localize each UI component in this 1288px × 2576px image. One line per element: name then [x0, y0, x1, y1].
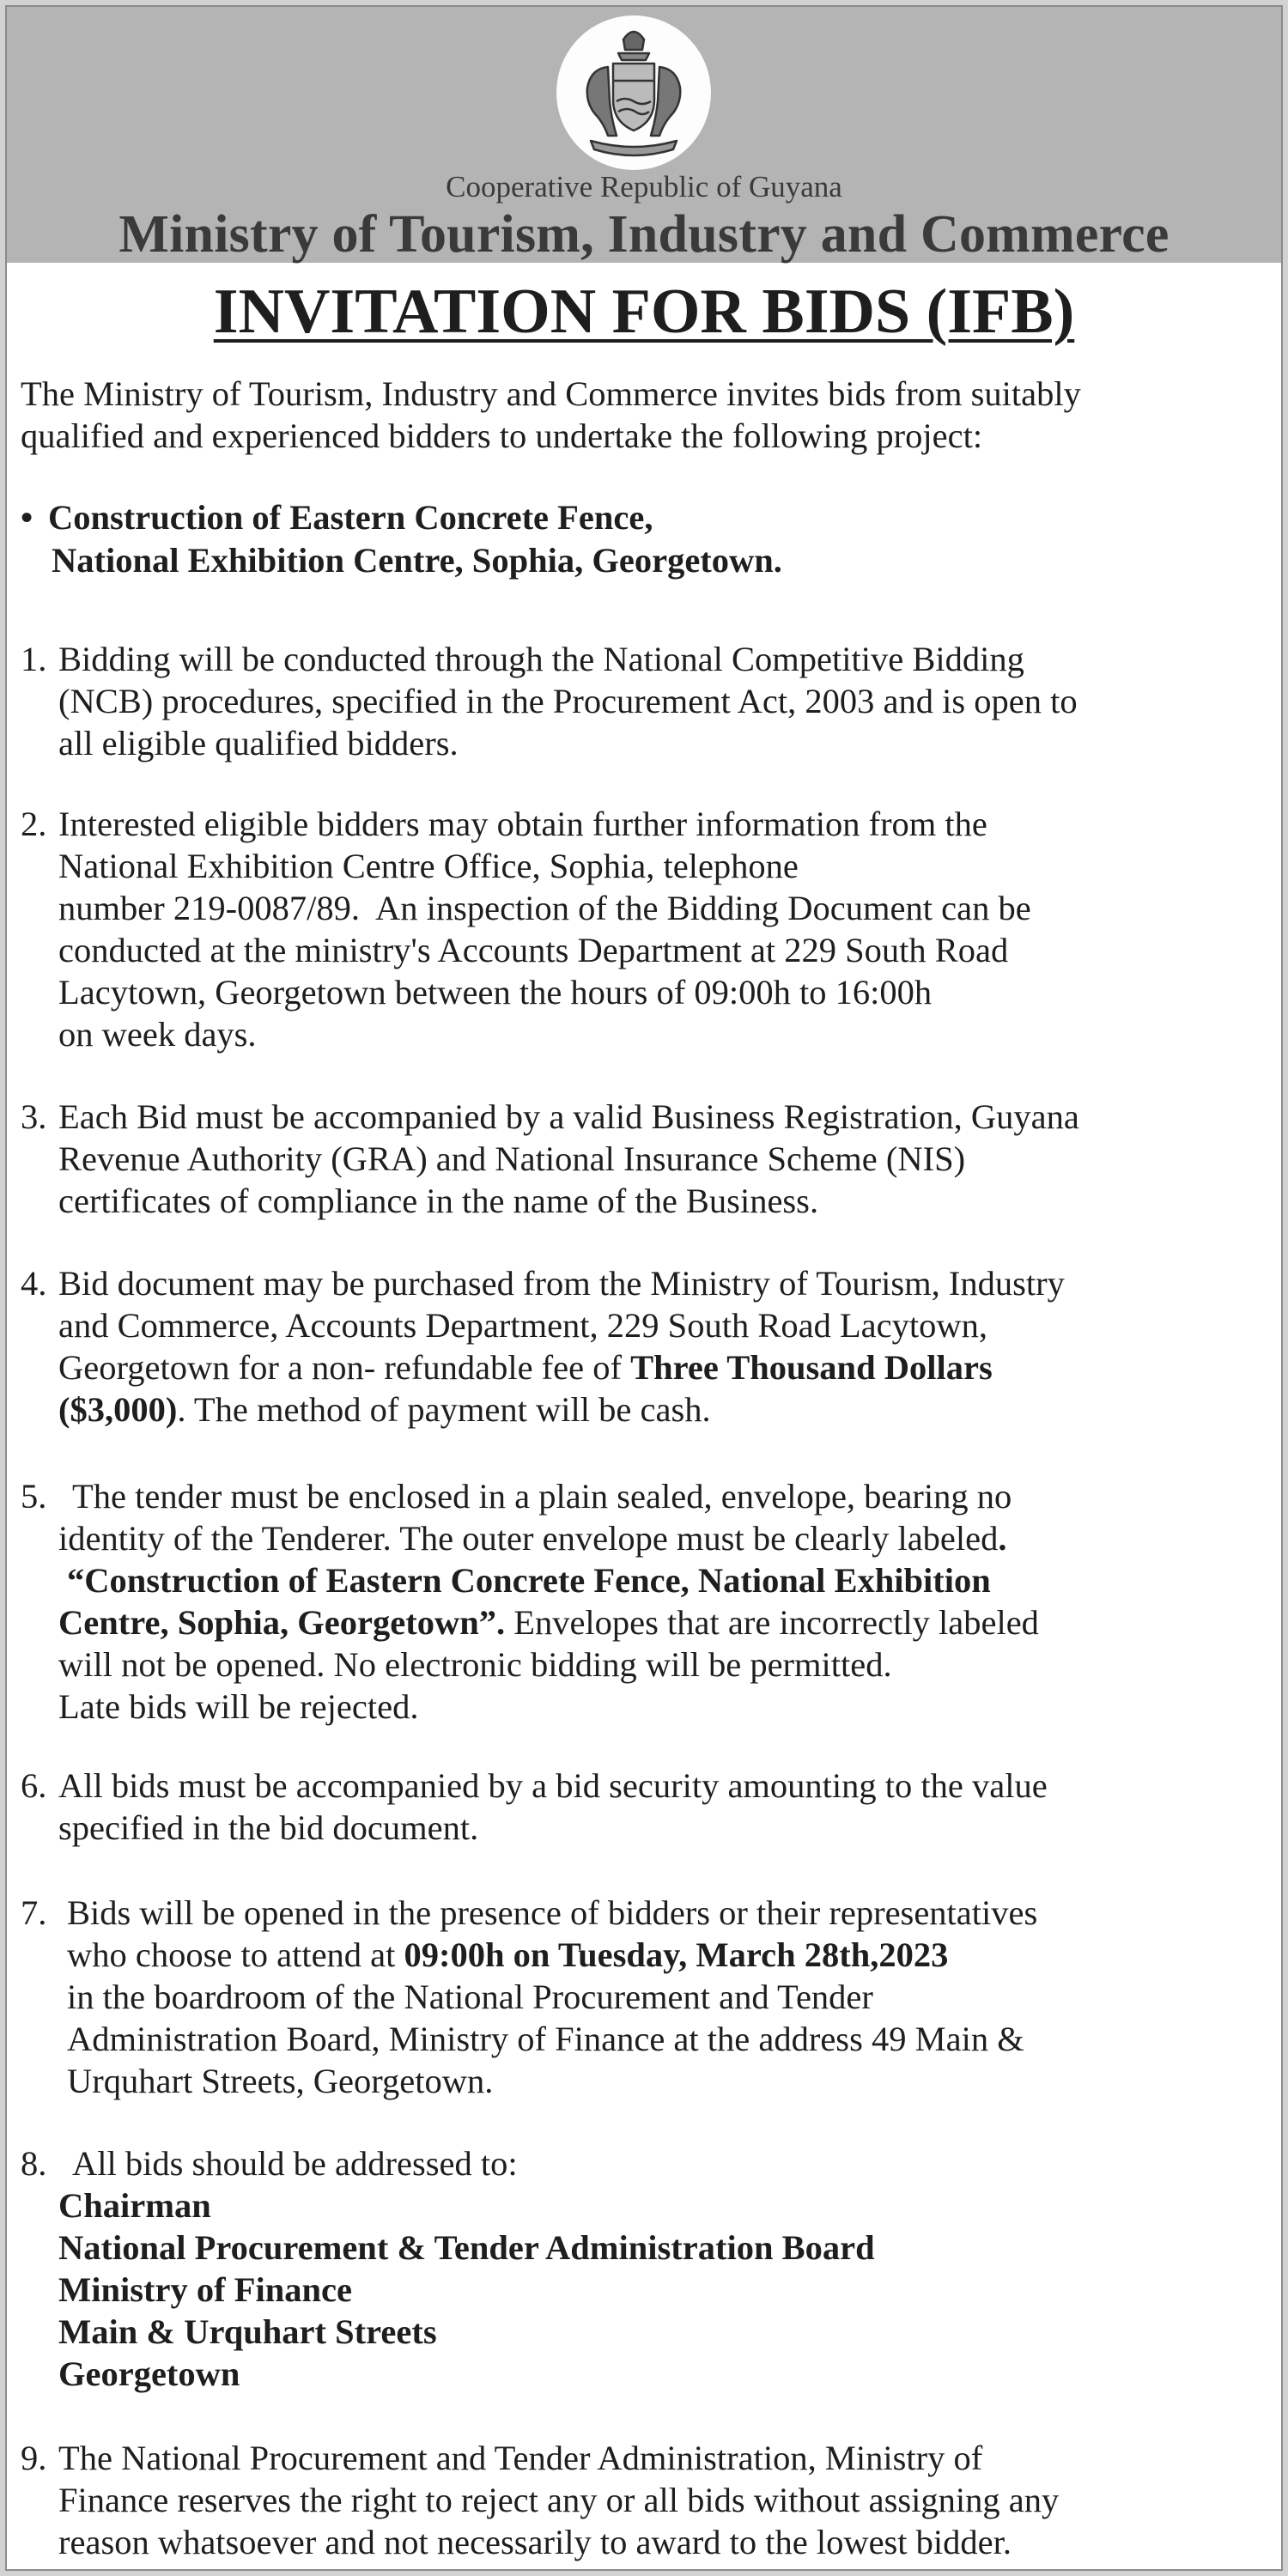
clause-6-line: specified in the bid document.: [58, 1808, 479, 1847]
clause-5-text: identity of the Tenderer. The outer envelope must be clearly labeled: [58, 1519, 999, 1558]
clause-3-line: certificates of compliance in the name of the Business.: [58, 1182, 819, 1220]
clause-3-number: 3.: [21, 1097, 47, 1136]
fee-amount-words: Three Thousand Dollars: [630, 1348, 993, 1387]
clause-7-line: [67, 1934, 948, 1976]
page-title: [7, 276, 1281, 347]
clause-5-line: will not be opened. No electronic bidding will be permitted.: [58, 1645, 892, 1684]
clause-6-line: All bids must be accompanied by a bid security amounting to the value: [58, 1766, 1048, 1805]
title-text: INVITATION FOR BIDS (IFB): [213, 276, 1075, 347]
clause-9-line: The National Procurement and Tender Administration, Ministry of: [58, 2439, 983, 2477]
clause-4-line: [58, 1388, 711, 1431]
clause-4-number: 4.: [21, 1264, 47, 1303]
clause-2-line: on week days.: [58, 1015, 257, 1054]
clause-9-number: 9.: [21, 2439, 47, 2477]
clause-5-period: .: [998, 1519, 1007, 1558]
fee-amount: ($3,000): [58, 1390, 178, 1429]
clause-4-text: Georgetown for a non- refundable fee of: [58, 1348, 631, 1387]
clause-8-number: 8.: [21, 2144, 47, 2183]
clause-7-line: Bids will be opened in the presence of bidders or their representatives: [67, 1893, 1038, 1932]
clause-2-line: Lacytown, Georgetown between the hours of 09:00h to 16:00h: [58, 973, 933, 1012]
coat-of-arms-icon: [556, 15, 711, 170]
clause-5-number: 5.: [21, 1477, 47, 1516]
clause-7-line: in the boardroom of the National Procurement and Tender: [67, 1978, 873, 2016]
coat-of-arms-emblem: [556, 15, 711, 170]
envelope-label-line: “Construction of Eastern Concrete Fence, National Exhibition: [67, 1561, 991, 1600]
address-line: Chairman: [58, 2186, 211, 2225]
clause-6-number: 6.: [21, 1766, 47, 1805]
intro-line: qualified and experienced bidders to undertake the following project:: [21, 416, 983, 455]
clause-3-line: Each Bid must be accompanied by a valid Business Registration, Guyana: [58, 1097, 1079, 1136]
clause-7-number: 7.: [21, 1893, 47, 1932]
clause-1-line: Bidding will be conducted through the National Competitive Bidding: [58, 640, 1024, 678]
intro-line: The Ministry of Tourism, Industry and Commerce invites bids from suitably: [21, 374, 1081, 413]
clause-2-number: 2.: [21, 805, 47, 843]
clause-1-line: all eligible qualified bidders.: [58, 724, 459, 762]
header-band: [7, 7, 1281, 263]
clause-4-text: . The method of payment will be cash.: [177, 1390, 711, 1429]
address-line: Ministry of Finance: [58, 2270, 352, 2309]
clause-2-line: National Exhibition Centre Office, Sophia, telephone: [58, 847, 799, 885]
project-title-line: Construction of Eastern Concrete Fence,: [48, 498, 653, 537]
clause-5-line: The tender must be enclosed in a plain sealed, envelope, bearing no: [72, 1477, 1012, 1516]
envelope-label-line: Centre, Sophia, Georgetown”.: [58, 1603, 506, 1642]
clause-5-text: Envelopes that are incorrectly labeled: [505, 1603, 1039, 1642]
clause-2-line: number 219-0087/89. An inspection of the Bidding Document can be: [58, 889, 1031, 927]
clause-9-line: Finance reserves the right to reject any or all bids without assigning any: [58, 2481, 1060, 2519]
clause-1-number: 1.: [21, 640, 47, 678]
address-line: National Procurement & Tender Administration Board: [58, 2228, 875, 2267]
republic-name: Cooperative Republic of Guyana: [446, 170, 842, 204]
clause-5-line: [58, 1517, 1007, 1559]
clause-5-line: Late bids will be rejected.: [58, 1687, 419, 1726]
ifb-notice: [5, 5, 1283, 2571]
clause-7-line: Urquhart Streets, Georgetown.: [67, 2062, 494, 2100]
clause-7-line: Administration Board, Ministry of Finance at the address 49 Main &: [67, 2020, 1024, 2058]
clause-8-line: All bids should be addressed to:: [72, 2144, 518, 2183]
address-line: Main & Urquhart Streets: [58, 2312, 437, 2351]
clause-1-line: (NCB) procedures, specified in the Procurement Act, 2003 and is open to: [58, 682, 1078, 720]
clause-4-line: [58, 1346, 993, 1388]
clause-7-text: who choose to attend at: [67, 1935, 404, 1974]
clause-5-line: [58, 1601, 1039, 1643]
project-bullet: •: [21, 498, 33, 537]
clause-3-line: Revenue Authority (GRA) and National Insurance Scheme (NIS): [58, 1139, 966, 1178]
clause-2-line: Interested eligible bidders may obtain further information from the: [58, 805, 987, 843]
project-title-line: National Exhibition Centre, Sophia, Georgetown.: [52, 541, 782, 580]
clause-2-line: conducted at the ministry's Accounts Department at 229 South Road: [58, 931, 1009, 969]
clause-4-line: Bid document may be purchased from the Ministry of Tourism, Industry: [58, 1264, 1065, 1303]
bid-opening-datetime: 09:00h on Tuesday, March 28th,2023: [404, 1935, 949, 1974]
ministry-name: Ministry of Tourism, Industry and Commerce: [118, 205, 1170, 264]
address-line: Georgetown: [58, 2354, 240, 2393]
clause-4-line: and Commerce, Accounts Department, 229 South Road Lacytown,: [58, 1306, 988, 1345]
clause-9-line: reason whatsoever and not necessarily to award to the lowest bidder.: [58, 2523, 1012, 2561]
